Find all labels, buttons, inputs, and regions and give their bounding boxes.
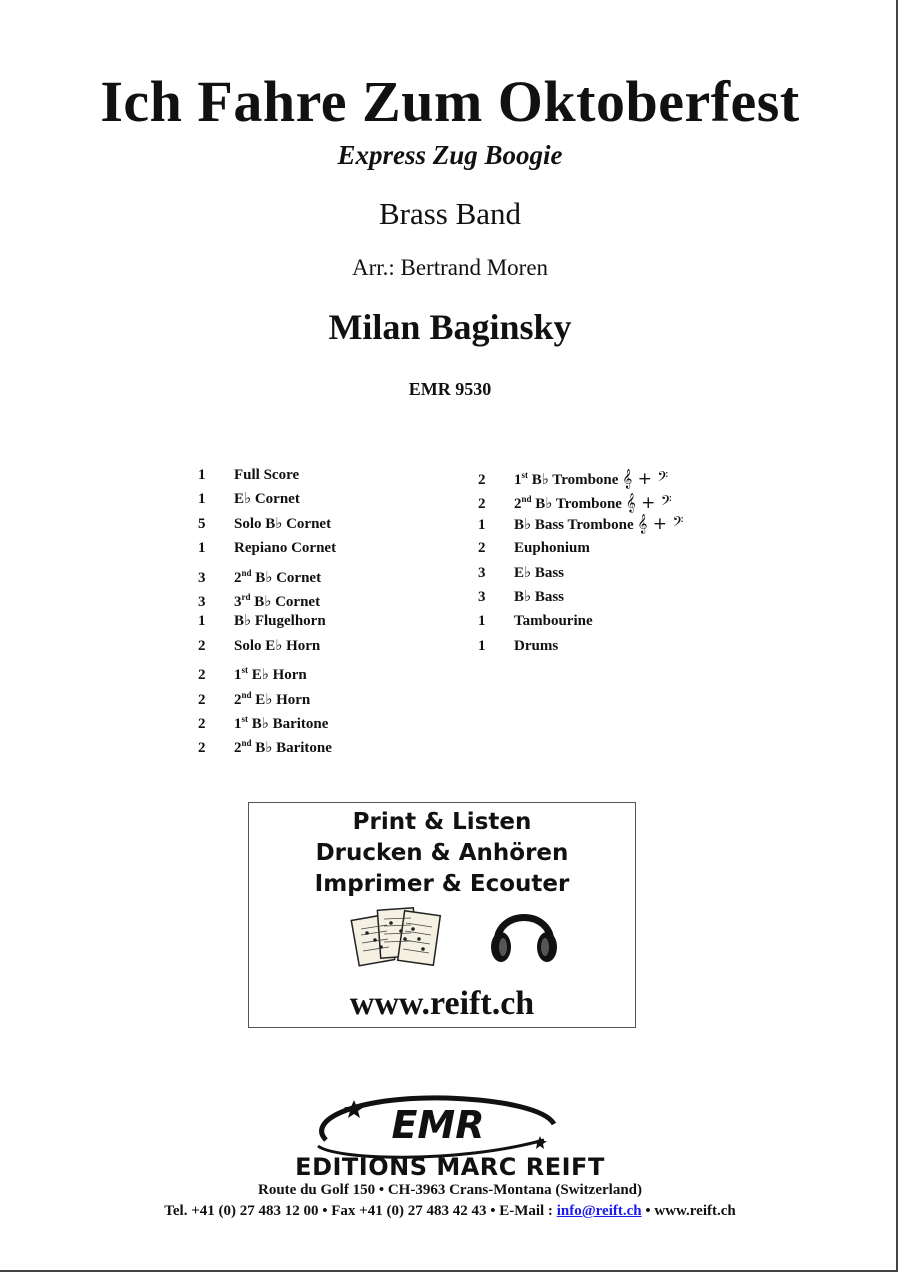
part-name: Euphonium — [514, 540, 590, 557]
part-name: Tambourine — [514, 613, 593, 630]
part-ordinal-suffix: st — [241, 665, 248, 676]
part-ordinal: 2 — [234, 569, 242, 586]
part-row — [198, 512, 336, 536]
promo-icons — [345, 899, 575, 971]
part-quantity: 1 — [198, 491, 206, 508]
part-name: B♭ Cornet — [255, 569, 322, 586]
promo-url[interactable]: www.reift.ch — [349, 985, 535, 1022]
part-name: B♭ Bass Trombone — [514, 516, 634, 533]
contact-website: • www.reift.ch — [641, 1203, 736, 1219]
part-row — [198, 487, 336, 511]
part-quantity: 1 — [198, 540, 206, 557]
headphones-icon — [491, 918, 557, 963]
publisher-address: Route du Golf 150 • CH-3963 Crans-Montana (Switzerland) — [258, 1182, 642, 1198]
part-name: E♭ Horn — [255, 691, 311, 708]
promo-line-english: Print & Listen — [352, 809, 532, 835]
part-quantity: 1 — [198, 467, 206, 483]
part-ordinal-suffix: rd — [241, 591, 251, 602]
publisher-name: EDITIONS MARC REIFT — [295, 1153, 605, 1181]
part-row — [198, 658, 336, 682]
part-quantity: 3 — [198, 593, 206, 610]
part-name: B♭ Baritone — [255, 740, 332, 757]
part-name: B♭ Baritone — [251, 715, 329, 732]
part-quantity: 2 — [198, 691, 206, 708]
part-row — [478, 463, 683, 487]
star-icon — [533, 1136, 547, 1149]
part-quantity: 1 — [478, 637, 486, 654]
emr-logo — [296, 1090, 566, 1162]
part-name: Solo E♭ Horn — [234, 637, 321, 654]
star-icon — [344, 1100, 364, 1118]
part-row — [198, 463, 336, 487]
part-name: Full Score — [234, 467, 300, 483]
part-row — [478, 634, 683, 658]
contact-phone-fax: Tel. +41 (0) 27 483 12 00 • Fax +41 (0) 27 483 42 43 • E-Mail : — [164, 1203, 557, 1219]
promo-line-german: Drucken & Anhören — [315, 840, 569, 866]
part-name: B♭ Cornet — [254, 593, 321, 610]
publisher-contact — [0, 1203, 900, 1220]
parts-list-right — [478, 463, 683, 658]
part-ordinal: 1 — [234, 715, 242, 732]
part-quantity: 2 — [478, 540, 486, 557]
part-row — [198, 561, 336, 585]
part-row — [198, 731, 336, 755]
part-ordinal: 1 — [514, 472, 522, 488]
part-quantity: 2 — [198, 667, 206, 684]
part-row — [198, 585, 336, 609]
part-quantity: 2 — [198, 715, 206, 732]
logo-lettering: EMR — [391, 1103, 485, 1147]
part-quantity: 3 — [198, 569, 206, 586]
part-quantity: 5 — [198, 515, 206, 532]
clef-icons: 𝄞 + 𝄢 — [625, 493, 672, 514]
part-name: B♭ Flugelhorn — [234, 613, 326, 630]
composer-name: Milan Baginsky — [328, 307, 572, 347]
part-ordinal: 2 — [514, 496, 522, 513]
part-quantity: 1 — [478, 613, 486, 630]
part-row — [478, 487, 683, 514]
part-name: B♭ Trombone — [531, 472, 619, 488]
part-name: B♭ Bass — [514, 588, 565, 605]
part-ordinal: 3 — [234, 593, 242, 610]
part-name: Repiano Cornet — [234, 540, 337, 557]
part-ordinal-suffix: nd — [521, 494, 532, 505]
part-ordinal-suffix: st — [521, 470, 528, 480]
clef-icons: 𝄞 + 𝄢 — [637, 513, 684, 534]
part-ordinal-suffix: nd — [241, 567, 252, 578]
email-link[interactable]: info@reift.ch — [556, 1203, 642, 1219]
part-row — [478, 536, 683, 560]
part-ordinal: 2 — [234, 740, 242, 757]
part-name: E♭ Horn — [251, 667, 307, 684]
part-name: B♭ Trombone — [535, 496, 622, 513]
part-row — [198, 609, 336, 633]
clef-icons: 𝄞 + 𝄢 — [622, 469, 669, 489]
part-row — [198, 536, 336, 560]
part-ordinal-suffix: nd — [241, 689, 252, 700]
part-quantity: 2 — [478, 496, 486, 513]
part-quantity: 3 — [478, 588, 486, 605]
catalog-number: EMR 9530 — [408, 379, 492, 399]
piece-title: Ich Fahre Zum Oktoberfest — [100, 69, 800, 134]
part-quantity: 2 — [198, 740, 206, 757]
part-quantity: 1 — [198, 613, 206, 630]
part-ordinal-suffix: st — [241, 713, 248, 724]
part-quantity: 3 — [478, 564, 486, 581]
sheet-music-icon — [351, 908, 440, 966]
part-ordinal: 1 — [234, 667, 242, 684]
part-row — [198, 707, 336, 731]
promo-line-french: Imprimer & Ecouter — [314, 871, 570, 897]
part-quantity: 1 — [478, 516, 486, 533]
part-name: E♭ Bass — [514, 564, 565, 581]
part-row — [478, 512, 683, 536]
part-ordinal: 2 — [234, 691, 242, 708]
part-row — [198, 634, 336, 658]
part-ordinal-suffix: nd — [241, 738, 252, 749]
part-quantity: 2 — [478, 472, 486, 488]
part-row — [478, 561, 683, 585]
parts-list-left — [198, 463, 336, 756]
part-name: Solo B♭ Cornet — [234, 515, 332, 532]
part-quantity: 2 — [198, 637, 206, 654]
part-row — [478, 585, 683, 609]
part-name: E♭ Cornet — [234, 491, 300, 508]
ensemble-label: Brass Band — [378, 196, 522, 231]
part-row — [198, 683, 336, 707]
part-row — [478, 609, 683, 633]
print-listen-box — [248, 802, 636, 1028]
part-name: Drums — [514, 637, 559, 654]
arranger-credit: Arr.: Bertrand Moren — [351, 255, 549, 280]
piece-subtitle: Express Zug Boogie — [337, 140, 563, 170]
